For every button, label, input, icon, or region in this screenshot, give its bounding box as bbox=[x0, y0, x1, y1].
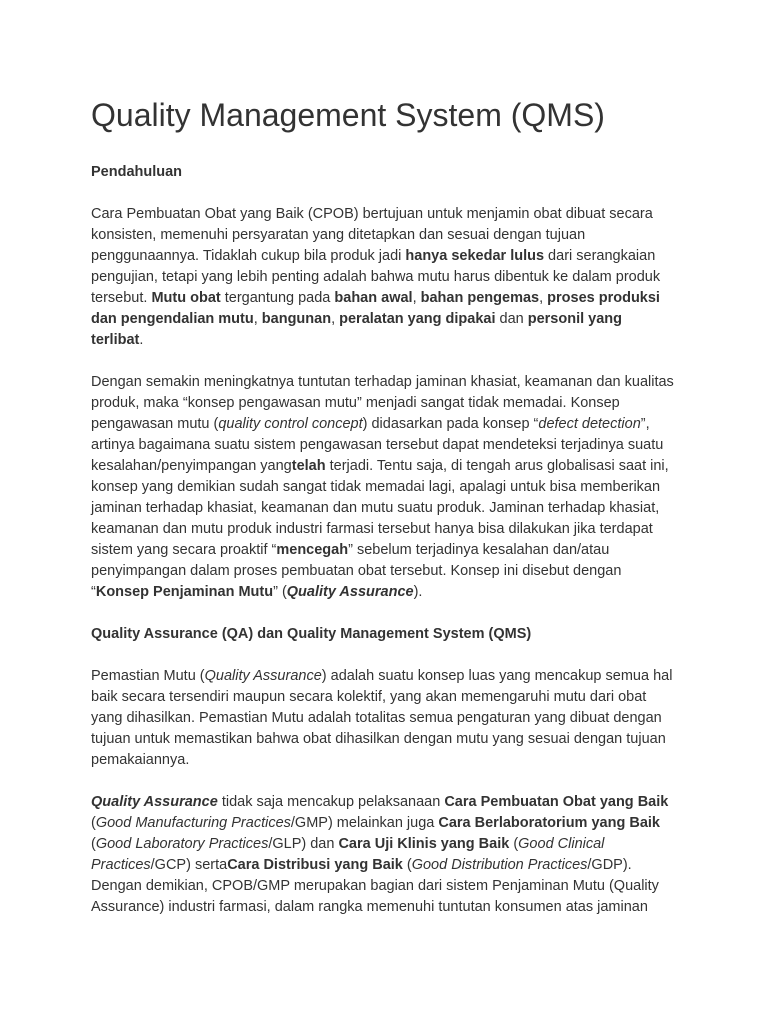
paragraph-qa-scope bbox=[91, 792, 678, 918]
italic-text: defect detection bbox=[538, 416, 641, 433]
page-title: Quality Management System (QMS) bbox=[91, 97, 605, 133]
text-span: ( bbox=[402, 857, 412, 874]
italic-text: Good Laboratory Practices bbox=[95, 836, 269, 853]
text-span: ” ( bbox=[273, 584, 287, 601]
text-span: Dengan semakin meningkatnya tuntutan terhadap jaminan khasiat, keamanan dan kualitas produk, maka “konsep pengawasan mutu” menjadi sangat tidak memadai. Konsep pengawasan mutu ( bbox=[91, 374, 674, 433]
bold-text: bahan pengemas bbox=[420, 290, 540, 307]
text-span: ”, artinya bagaimana suatu sistem pengawasan tersebut dapat mendeteksi terjadinya suatu kesalahan/penyimpangan yang bbox=[91, 416, 664, 475]
italic-text: Good Clinical Practices bbox=[91, 836, 605, 874]
text-span: ) didasarkan pada konsep “ bbox=[362, 416, 539, 433]
text-span: Pemastian Mutu ( bbox=[91, 668, 205, 685]
italic-text: Quality Assurance bbox=[286, 584, 414, 601]
bold-text: Cara Pembuatan Obat yang Baik bbox=[444, 794, 669, 811]
text-span: tergantung pada bbox=[220, 290, 335, 307]
bold-text: peralatan yang dipakai bbox=[339, 311, 496, 328]
text-span: , bbox=[539, 290, 548, 307]
section-heading-pendahuluan: Pendahuluan bbox=[91, 164, 183, 181]
section-heading-qa-qms: Quality Assurance (QA) dan Quality Management System (QMS) bbox=[91, 626, 532, 643]
bold-italic-text bbox=[91, 794, 218, 810]
italic-text: Quality Assurance bbox=[204, 668, 322, 685]
bold-text: Cara Berlaboratorium yang Baik bbox=[438, 815, 660, 832]
paragraph-quality-control bbox=[91, 372, 678, 603]
text-span: tidak saja mencakup pelaksanaan bbox=[217, 794, 445, 811]
bold-text: bahan awal bbox=[334, 290, 413, 307]
bold-text: telah bbox=[291, 458, 326, 475]
text-span: /GCP) serta bbox=[150, 857, 228, 874]
bold-text: hanya sekedar lulus bbox=[405, 248, 545, 265]
bold-text: mencegah bbox=[276, 542, 349, 559]
bold-italic-text bbox=[287, 584, 414, 600]
bold-text: Mutu obat bbox=[151, 290, 221, 307]
text-span: ) adalah suatu konsep luas yang mencakup semua hal baik secara tersendiri maupun secara kolektif, yang akan memengaruhi mutu dari obat yang dihasilkan. Pemastian Mutu adalah totalitas semua pengaturan yang dibuat dengan tujuan untuk memastikan bahwa obat dihasilkan dengan mutu yang sesuai dengan tujuan pemakaiannya. bbox=[91, 668, 673, 769]
bold-text: Konsep Penjaminan Mutu bbox=[95, 584, 274, 601]
text-span: , bbox=[412, 290, 421, 307]
text-span: ( bbox=[91, 836, 96, 853]
text-span: , bbox=[253, 311, 262, 328]
text-span: ” sebelum terjadinya kesalahan dan/atau penyimpangan dalam proses pembuatan obat tersebut. Konsep ini disebut dengan “ bbox=[91, 542, 622, 601]
text-span: , bbox=[331, 311, 340, 328]
text-span: . bbox=[139, 332, 144, 349]
text-span: Cara Pembuatan Obat yang Baik (CPOB) bertujuan untuk menjamin obat dibuat secara konsisten, memenuhi persyaratan yang ditetapkan dan sesuai dengan tujuan penggunaannya. Tidaklah cukup bila produk jadi bbox=[91, 206, 653, 265]
text-span: /GDP). Dengan demikian, CPOB/GMP merupakan bagian dari sistem Penjaminan Mutu (Quality Assurance) industri farmasi, dalam rangka memenuhi tuntutan konsumen atas jaminan bbox=[91, 857, 659, 916]
text-span: dari serangkaian pengujian, tetapi yang lebih penting adalah bahwa mutu harus dibentuk ke dalam produk tersebut. bbox=[91, 248, 661, 307]
italic-text: quality control concept bbox=[218, 416, 363, 433]
text-span: dan bbox=[495, 311, 528, 328]
text-span: /GLP) dan bbox=[268, 836, 339, 853]
italic-text: Good Manufacturing Practices bbox=[95, 815, 291, 832]
paragraph-pemastian-mutu bbox=[91, 666, 678, 771]
bold-text: proses produksi dan pengendalian mutu bbox=[91, 290, 660, 328]
bold-text: Cara Uji Klinis yang Baik bbox=[338, 836, 510, 853]
text-span: ). bbox=[413, 584, 423, 601]
bold-text: Cara Distribusi yang Baik bbox=[227, 857, 403, 874]
italic-text: Quality Assurance bbox=[91, 794, 218, 811]
text-span: terjadi. Tentu saja, di tengah arus globalisasi saat ini, konsep yang demikian sudah sangat tidak memadai lagi, apalagi untuk bisa memberikan jaminan terhadap khasiat, keamanan dan mutu suatu produk. Jaminan terhadap khasiat, keamanan dan mutu produk industri farmasi tersebut hanya bisa dilakukan jika terdapat sistem yang secara proaktif “ bbox=[91, 458, 669, 559]
text-span: ( bbox=[509, 836, 519, 853]
text-span: ( bbox=[91, 815, 96, 832]
italic-text: Good Distribution Practices bbox=[411, 857, 588, 874]
bold-text: personil yang terlibat bbox=[91, 311, 623, 349]
bold-text: bangunan bbox=[261, 311, 332, 328]
paragraph-cpob-intro bbox=[91, 204, 678, 351]
text-span: /GMP) melainkan juga bbox=[290, 815, 439, 832]
